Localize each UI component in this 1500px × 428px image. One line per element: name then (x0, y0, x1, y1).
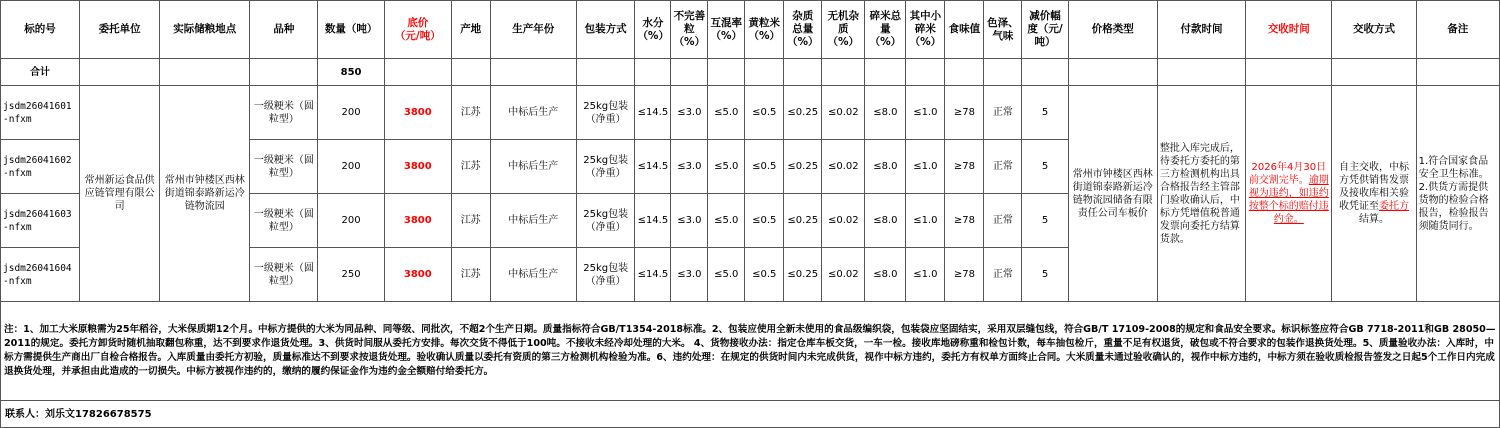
reduction-cell: 5 (1022, 86, 1068, 140)
small-broken-cell: ≤1.0 (906, 248, 945, 302)
mixed-cell: ≤5.0 (708, 86, 745, 140)
small-broken-cell: ≤1.0 (906, 194, 945, 248)
imperfect-cell: ≤3.0 (671, 248, 708, 302)
header-remarks: 备注 (1416, 1, 1499, 59)
header-lot: 标的号 (1, 1, 80, 59)
packaging-cell: 25kg包装（净重） (576, 140, 635, 194)
quantity-cell: 200 (318, 86, 385, 140)
header-packaging: 包装方式 (576, 1, 635, 59)
color-smell-cell: 正常 (984, 140, 1022, 194)
variety-cell: 一级粳米（圆粒型） (250, 86, 318, 140)
origin-cell: 江苏 (451, 140, 490, 194)
header-quantity: 数量（吨） (318, 1, 385, 59)
lot-number: jsdm26041602-nfxm (1, 140, 80, 194)
contact-row (1, 401, 1500, 428)
total-quantity: 850 (318, 59, 385, 86)
imperfect-cell: ≤3.0 (671, 140, 708, 194)
mixed-cell: ≤5.0 (708, 248, 745, 302)
broken-cell: ≤8.0 (865, 140, 906, 194)
impurity-cell: ≤0.25 (784, 140, 822, 194)
header-year: 生产年份 (490, 1, 576, 59)
header-small-broken: 其中小 碎米 （%） (906, 1, 945, 59)
broken-cell: ≤8.0 (865, 86, 906, 140)
price-cell: 3800 (384, 86, 451, 140)
small-broken-cell: ≤1.0 (906, 86, 945, 140)
remarks-cell: 1.符合国家食品安全卫生标准。2.供货方需提供货物的检验合格报告，检验报告须随货同行。 (1416, 86, 1499, 302)
price-type-cell: 常州市钟楼区西林街道锦泰路新运冷链物流园储备有限责任公司车板价 (1068, 86, 1157, 302)
variety-cell: 一级粳米（圆粒型） (250, 194, 318, 248)
color-smell-cell: 正常 (984, 194, 1022, 248)
year-cell: 中标后生产 (490, 248, 576, 302)
price-cell: 3800 (384, 248, 451, 302)
payment-time-cell: 整批入库完成后，待委托方委托的第三方检测机构出具合格报告经主管部门验收确认后，中标方凭增值税普通发票向委托方结算货款。 (1157, 86, 1245, 302)
packaging-cell: 25kg包装（净重） (576, 86, 635, 140)
color-smell-cell: 正常 (984, 86, 1022, 140)
inorganic-cell: ≤0.02 (822, 194, 865, 248)
total-label: 合计 (1, 59, 80, 86)
header-row (1, 1, 1500, 59)
header-variety: 品种 (250, 1, 318, 59)
header-receipt-time: 交收时间 (1246, 1, 1332, 59)
header-consignor: 委托单位 (80, 1, 160, 59)
origin-cell: 江苏 (451, 248, 490, 302)
yellow-cell: ≤0.5 (745, 248, 784, 302)
total-row (1, 59, 1500, 86)
header-payment-time: 付款时间 (1157, 1, 1245, 59)
header-inorganic: 无机杂 质 （%） (822, 1, 865, 59)
imperfect-cell: ≤3.0 (671, 194, 708, 248)
origin-cell: 江苏 (451, 194, 490, 248)
impurity-cell: ≤0.25 (784, 248, 822, 302)
moisture-cell: ≤14.5 (635, 140, 671, 194)
taste-cell: ≥78 (945, 140, 984, 194)
inorganic-cell: ≤0.02 (822, 86, 865, 140)
header-price-type: 价格类型 (1068, 1, 1157, 59)
header-origin: 产地 (451, 1, 490, 59)
header-base-price: 底价 （元/吨） (384, 1, 451, 59)
header-moisture: 水分 （%） (635, 1, 671, 59)
taste-cell: ≥78 (945, 194, 984, 248)
impurity-cell: ≤0.25 (784, 194, 822, 248)
inorganic-cell: ≤0.02 (822, 248, 865, 302)
header-mixed: 互混率 （%） (708, 1, 745, 59)
header-taste: 食味值 (945, 1, 984, 59)
variety-cell: 一级粳米（圆粒型） (250, 248, 318, 302)
imperfect-cell: ≤3.0 (671, 86, 708, 140)
quantity-cell: 250 (318, 248, 385, 302)
header-broken: 碎米总 量 （%） (865, 1, 906, 59)
header-imperfect: 不完善 粒 （%） (671, 1, 708, 59)
broken-cell: ≤8.0 (865, 248, 906, 302)
lot-number: jsdm26041604-nfxm (1, 248, 80, 302)
reduction-cell: 5 (1022, 248, 1068, 302)
header-location: 实际储粮地点 (160, 1, 250, 59)
moisture-cell: ≤14.5 (635, 194, 671, 248)
header-impurity: 杂质 总量 （%） (784, 1, 822, 59)
note-row (1, 302, 1500, 401)
small-broken-cell: ≤1.0 (906, 140, 945, 194)
yellow-cell: ≤0.5 (745, 86, 784, 140)
table-row (1, 86, 1500, 140)
lot-number: jsdm26041601-nfxm (1, 86, 80, 140)
broken-cell: ≤8.0 (865, 194, 906, 248)
consignor-cell: 常州新运食品供应链管理有限公司 (80, 86, 160, 302)
receipt-time-cell: 2026年4月30日前交割完毕。逾期视为违约，如违约按整个标的赔付违约金。 (1246, 86, 1332, 302)
year-cell: 中标后生产 (490, 194, 576, 248)
year-cell: 中标后生产 (490, 86, 576, 140)
reduction-cell: 5 (1022, 140, 1068, 194)
header-reduction: 减价幅 度（元/ 吨） (1022, 1, 1068, 59)
variety-cell: 一级粳米（圆粒型） (250, 140, 318, 194)
mixed-cell: ≤5.0 (708, 194, 745, 248)
header-yellow: 黄粒米 （%） (745, 1, 784, 59)
location-cell: 常州市钟楼区西林街道锦泰路新运冷链物流园 (160, 86, 250, 302)
quantity-cell: 200 (318, 140, 385, 194)
note-text: 注：1、加工大米原粮需为25年稻谷，大米保质期12个月。中标方提供的大米为同品种、同等级、同批次，不超2个生产日期。质量指标符合GB/T1354-2018标准。2、包装应使用全新未使用的食品级编织袋，包装袋应坚固结实，采用双层缝包线，符合GB/T 17109-2008的规定和食品安全要求。标识标签应符合GB 7718-2011和GB 28050—2011的规定。委托方卸货时随机抽取翻包称重，达不到要求作退货处理。3、供货时间服从委托方安排。每次交货不得低于100吨。不接收未经冷却处理的大米。 4、货物接收办法：指定仓库车板交货，一车一检。接收库地磅称重和检包计数，每车抽包检斤，重量不足有权退货，破包或不符合要求的包装作退换货处理。5、质量验收办法：入库时，中标方需提供生产商出厂自检合格报告。入库质量由委托方初验，质量标准达不到要求按退货处理。验收确认质量以委托有资质的第三方检测机构检验为准。6、违约处理：在规定的供货时间内未完成供货，视作中标方违约，委托方有权单方面终止合同。大米质量未通过验收确认的，视作中标方违约，中标方须在验收质检报告签发之日起5个工作日内完成退换货处理，并承担由此造成的一切损失。中标方被视作违约的，缴纳的履约保证金作为违约金全额赔付给委托方。 (1, 302, 1500, 401)
yellow-cell: ≤0.5 (745, 194, 784, 248)
packaging-cell: 25kg包装（净重） (576, 194, 635, 248)
mixed-cell: ≤5.0 (708, 140, 745, 194)
color-smell-cell: 正常 (984, 248, 1022, 302)
moisture-cell: ≤14.5 (635, 248, 671, 302)
yellow-cell: ≤0.5 (745, 140, 784, 194)
quantity-cell: 200 (318, 194, 385, 248)
price-cell: 3800 (384, 194, 451, 248)
reduction-cell: 5 (1022, 194, 1068, 248)
delivery-method-cell: 自主交收，中标方凭供销售发票及接收库相关验收凭证至委托方结算。 (1332, 86, 1416, 302)
impurity-cell: ≤0.25 (784, 86, 822, 140)
header-color-smell: 色泽、 气味 (984, 1, 1022, 59)
origin-cell: 江苏 (451, 86, 490, 140)
year-cell: 中标后生产 (490, 140, 576, 194)
taste-cell: ≥78 (945, 248, 984, 302)
price-cell: 3800 (384, 140, 451, 194)
moisture-cell: ≤14.5 (635, 86, 671, 140)
inorganic-cell: ≤0.02 (822, 140, 865, 194)
lot-number: jsdm26041603-nfxm (1, 194, 80, 248)
header-delivery-method: 交收方式 (1332, 1, 1416, 59)
taste-cell: ≥78 (945, 86, 984, 140)
packaging-cell: 25kg包装（净重） (576, 248, 635, 302)
contact-text: 联系人：刘乐文17826678575 (1, 401, 1500, 428)
